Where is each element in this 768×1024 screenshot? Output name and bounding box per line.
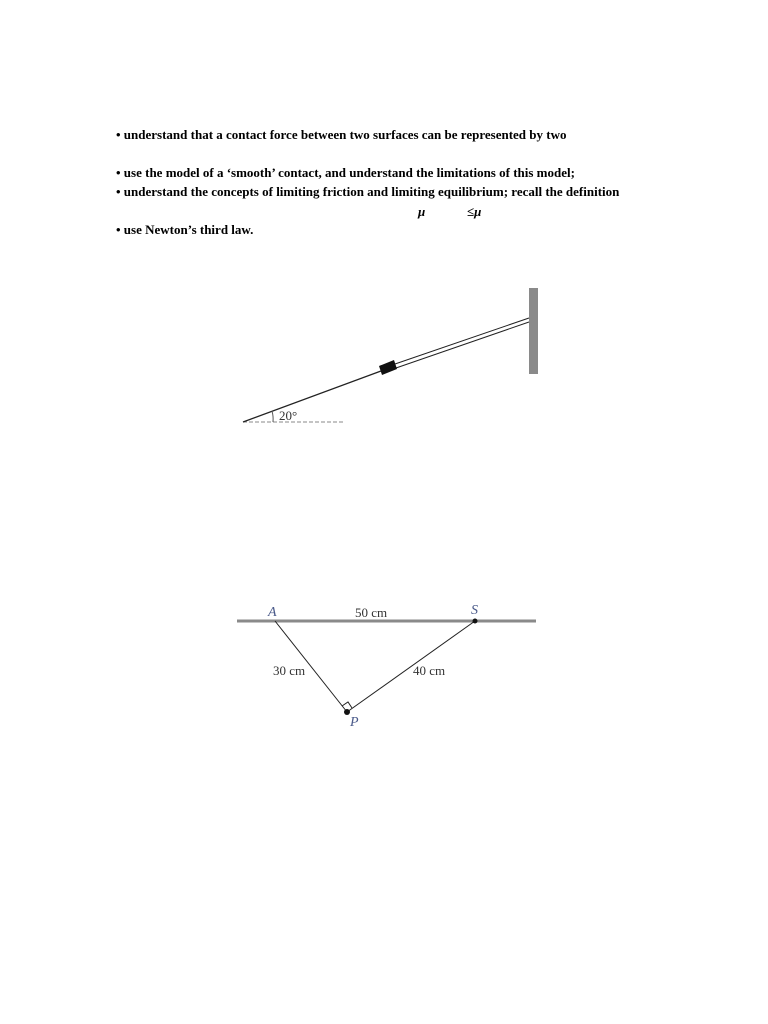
label-s: S (471, 603, 478, 618)
point-s (473, 619, 478, 624)
label-p: P (350, 715, 359, 730)
angle-label: 20° (279, 408, 298, 423)
objective-contact-force: • understand that a contact force between two surfaces can be represented by two (116, 127, 567, 142)
objective-smooth-contact: • use the model of a ‘smooth’ contact, and understand the limitations of this model; (116, 165, 575, 180)
objective-newtons-third-law: • use Newton’s third law. (116, 222, 254, 237)
label-ap-length: 30 cm (273, 663, 306, 678)
label-a: A (268, 605, 277, 620)
mu-symbol: μ (418, 204, 426, 219)
label-sp-length: 40 cm (413, 663, 446, 678)
string-sp (347, 621, 475, 712)
label-as-length: 50 cm (355, 605, 388, 620)
friction-inequality-symbol: ≤μ (467, 204, 482, 219)
objective-limiting-friction: • understand the concepts of limiting friction and limiting equilibrium; recall the definition (116, 184, 620, 199)
